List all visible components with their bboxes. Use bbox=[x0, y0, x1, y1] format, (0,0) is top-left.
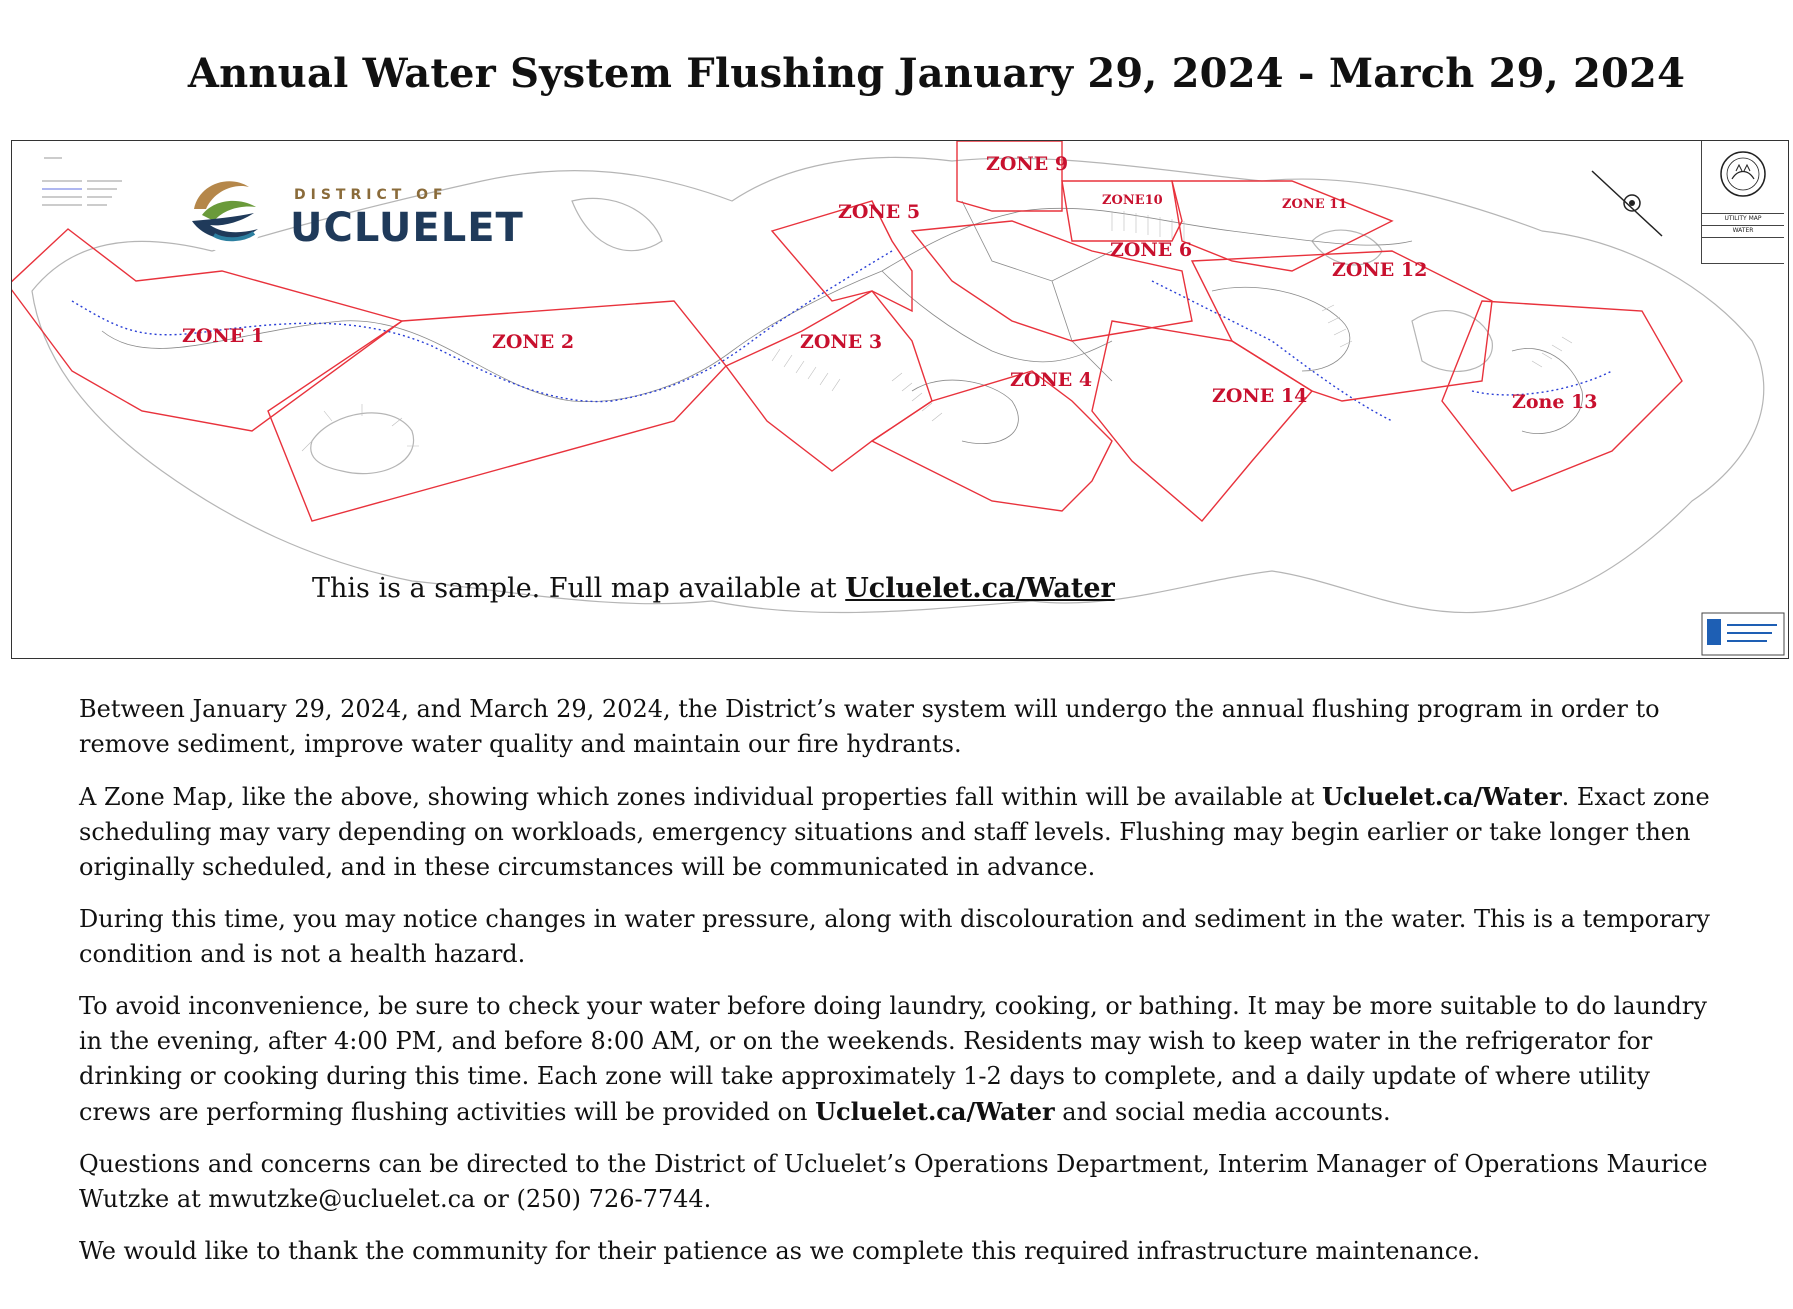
sample-note-text: This is a sample. Full map available at bbox=[312, 573, 837, 604]
consultant-badge bbox=[1702, 613, 1784, 655]
paragraph-effects: During this time, you may notice changes in water pressure, along with discolouration and sediment in the water. This is a temporary condition and is not a health hazard. bbox=[79, 905, 1710, 968]
paragraph-zone-map bbox=[79, 779, 1719, 885]
map-title-block bbox=[1701, 141, 1784, 264]
paragraph-contact: Questions and concerns can be directed to the District of Ucluelet’s Operations Department, Interim Manager of Operations Maurice Wutzke at mwutzke@ucluelet.ca or (250) 726-7744. bbox=[79, 1150, 1708, 1213]
page-title: Annual Water System Flushing January 29, 2024 - March 29, 2024 bbox=[187, 50, 1686, 97]
district-seal-icon bbox=[1718, 149, 1768, 199]
zone-6-label: ZONE 6 bbox=[1110, 239, 1193, 261]
notice-body bbox=[79, 692, 1719, 1286]
logo-name: UCLUELET bbox=[290, 205, 524, 251]
paragraph-schedule: Between January 29, 2024, and March 29, 2024, the District’s water system will undergo the annual flushing program in order to remove sediment, improve water quality and maintain our fire hydrants. bbox=[79, 695, 1660, 758]
paragraph-zone-map-text-b: . Exact zone scheduling may vary depending on workloads, emergency situations and staff levels. Flushing may begin earlier or take longer then originally scheduled, and in these circumstances will be communicated in advance. bbox=[79, 783, 1710, 881]
title-block-line2: WATER bbox=[1732, 227, 1754, 234]
zone-13-label: Zone 13 bbox=[1512, 391, 1598, 413]
north-arrow-icon bbox=[1592, 171, 1662, 236]
zone-10-label: ZONE10 bbox=[1102, 193, 1163, 208]
zone-14-label: ZONE 14 bbox=[1212, 385, 1308, 407]
map-legend bbox=[42, 158, 122, 205]
water-page-link-2[interactable]: Ucluelet.ca/Water bbox=[815, 1097, 1055, 1126]
zone-1-label: ZONE 1 bbox=[182, 325, 265, 347]
sample-note bbox=[312, 573, 1115, 604]
zone-11-label: ZONE 11 bbox=[1282, 197, 1348, 212]
zone-3-label: ZONE 3 bbox=[800, 331, 883, 353]
paragraph-advice-text-b: and social media accounts. bbox=[1054, 1098, 1391, 1126]
zone-4-label: ZONE 4 bbox=[1010, 369, 1093, 391]
water-page-link[interactable]: Ucluelet.ca/Water bbox=[1322, 782, 1562, 811]
district-logo bbox=[184, 169, 524, 259]
logo-district-of: DISTRICT OF bbox=[294, 187, 448, 203]
paragraph-thanks: We would like to thank the community for their patience as we complete this required infrastructure maintenance. bbox=[79, 1237, 1480, 1265]
zone-2-label: ZONE 2 bbox=[492, 331, 575, 353]
zone-12-label: ZONE 12 bbox=[1332, 259, 1428, 281]
paragraph-advice bbox=[79, 989, 1719, 1130]
zone-map bbox=[11, 140, 1789, 659]
zone-5-label: ZONE 5 bbox=[838, 201, 921, 223]
ucluelet-logo-icon bbox=[184, 169, 270, 255]
paragraph-advice-text-a: To avoid inconvenience, be sure to check your water before doing laundry, cooking, or bathing. It may be more suitable to do laundry in the evening, after 4:00 PM, and before 8:00 AM, or on the weekends. Residents may wish to keep water in the refrigerator for drinking or cooking during this time. Each zone will take approximately 1-2 days to complete, and a daily update of where utility crews are performing flushing activities will be provided on bbox=[79, 992, 1707, 1126]
sample-note-link[interactable]: Ucluelet.ca/Water bbox=[845, 573, 1115, 604]
zone-9-label: ZONE 9 bbox=[986, 153, 1069, 175]
paragraph-zone-map-text-a: A Zone Map, like the above, showing which zones individual properties fall within will be available at bbox=[79, 783, 1323, 811]
title-block-line1: UTILITY MAP bbox=[1724, 215, 1762, 222]
